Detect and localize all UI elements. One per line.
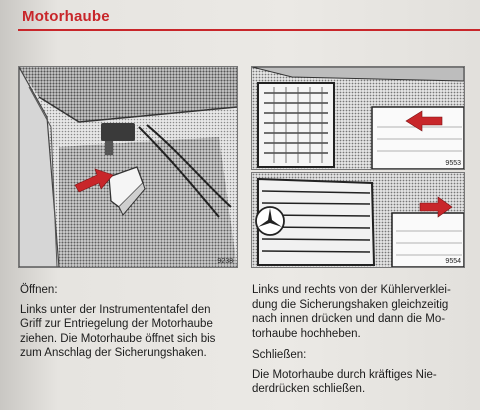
open-line-2: Griff zur Entriegelung der Motorhaube bbox=[20, 318, 213, 330]
figure-number: 9554 bbox=[445, 258, 461, 265]
close-line-1: Die Motorhaube durch kräftiges Nie- bbox=[252, 368, 437, 381]
release-line-1: Links und rechts von der Kühlerverklei- bbox=[252, 284, 451, 296]
page-title: Motorhaube bbox=[22, 8, 110, 25]
open-heading: Öffnen: bbox=[20, 284, 58, 296]
release-instructions bbox=[252, 283, 476, 341]
open-instructions bbox=[20, 283, 248, 361]
figure-number: 9553 bbox=[445, 160, 461, 167]
close-line-2: derdrücken schließen. bbox=[252, 383, 366, 395]
figure-safety-catch-top bbox=[251, 66, 465, 170]
mercedes-star-icon bbox=[256, 207, 284, 235]
figure-safety-catch-grille bbox=[251, 172, 465, 268]
open-line-3: ziehen. Die Motorhaube öffnet sich bis bbox=[20, 332, 216, 345]
figure-hood-release-lever bbox=[18, 66, 238, 268]
release-line-3: nach innen drücken und dann die Mo- bbox=[252, 313, 446, 325]
open-line-1: Links unter der Instrumententafel den bbox=[20, 303, 211, 316]
release-line-4: torhaube hochheben. bbox=[252, 327, 361, 340]
hood-release-illustration bbox=[19, 67, 237, 267]
title-rule bbox=[18, 29, 480, 31]
open-line-4: zum Anschlag der Sicherungshaken. bbox=[20, 347, 207, 359]
release-line-2: dung die Sicherungshaken gleichzeitig bbox=[252, 298, 449, 311]
figure-number: 9238 bbox=[217, 258, 233, 265]
safety-catch-grille-illustration bbox=[252, 173, 464, 267]
close-instructions bbox=[252, 348, 476, 397]
close-heading: Schließen: bbox=[252, 349, 307, 361]
safety-catch-top-illustration bbox=[252, 67, 464, 169]
